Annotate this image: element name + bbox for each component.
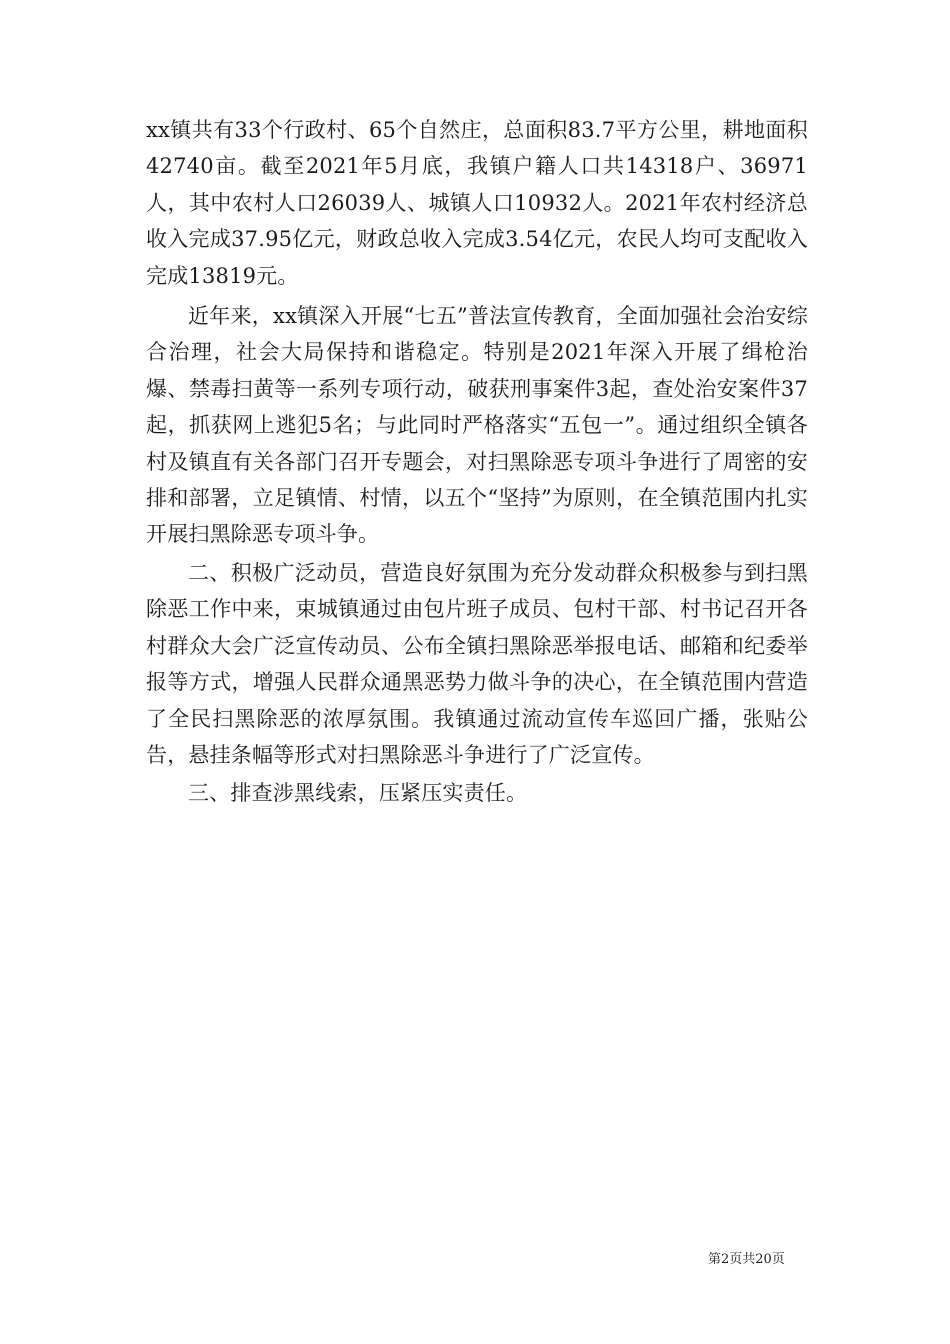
paragraph-mobilization: 二、积极广泛动员，营造良好氛围为充分发动群众积极参与到扫黑除恶工作中来，束城镇通过由包片班子成员、包村干部、村书记召开各村群众大会广泛宣传动员、公布全镇扫黑除恶举报电话、邮箱和纪委举报等方式，增强人民群众通黑恶势力做斗争的决心，在全镇范围内营造了全民扫黑除恶的浓厚氛围。我镇通过流动宣传车巡回广播，张贴公告，悬挂条幅等形式对扫黑除恶斗争进行了广泛宣传。 <box>146 560 808 767</box>
paragraph-legal-education: 近年来，xx镇深入开展“七五”普法宣传教育，全面加强社会治安综合治理，社会大局保持和谐稳定。特别是2021年深入开展了缉枪治爆、禁毒扫黄等一系列专项行动，破获刑事案件3起，查处治安案件37起，抓获网上逃犯5名；与此同时严格落实“五包一”。通过组织全镇各村及镇直有关各部门召开专题会，对扫黑除恶专项斗争进行了周密的安排和部署，立足镇情、村情，以五个“坚持”为原则，在全镇范围内扎实开展扫黑除恶专项斗争。 <box>146 304 808 547</box>
document-body <box>146 112 808 812</box>
page-number: 第2页共20页 <box>708 1252 785 1267</box>
paragraph-clue-investigation: 三、排查涉黑线索，压紧压实责任。 <box>188 781 528 806</box>
paragraph-town-overview: xx镇共有33个行政村、65个自然庄，总面积83.7平方公里，耕地面积42740亩。截至2021年5月底，我镇户籍人口共14318户、36971人，其中农村人口26039人、城镇人口10932人。2021年农村经济总收入完成37.95亿元，财政总收入完成3.54亿元，农民人均可支配收入完成13819元。 <box>146 118 808 288</box>
